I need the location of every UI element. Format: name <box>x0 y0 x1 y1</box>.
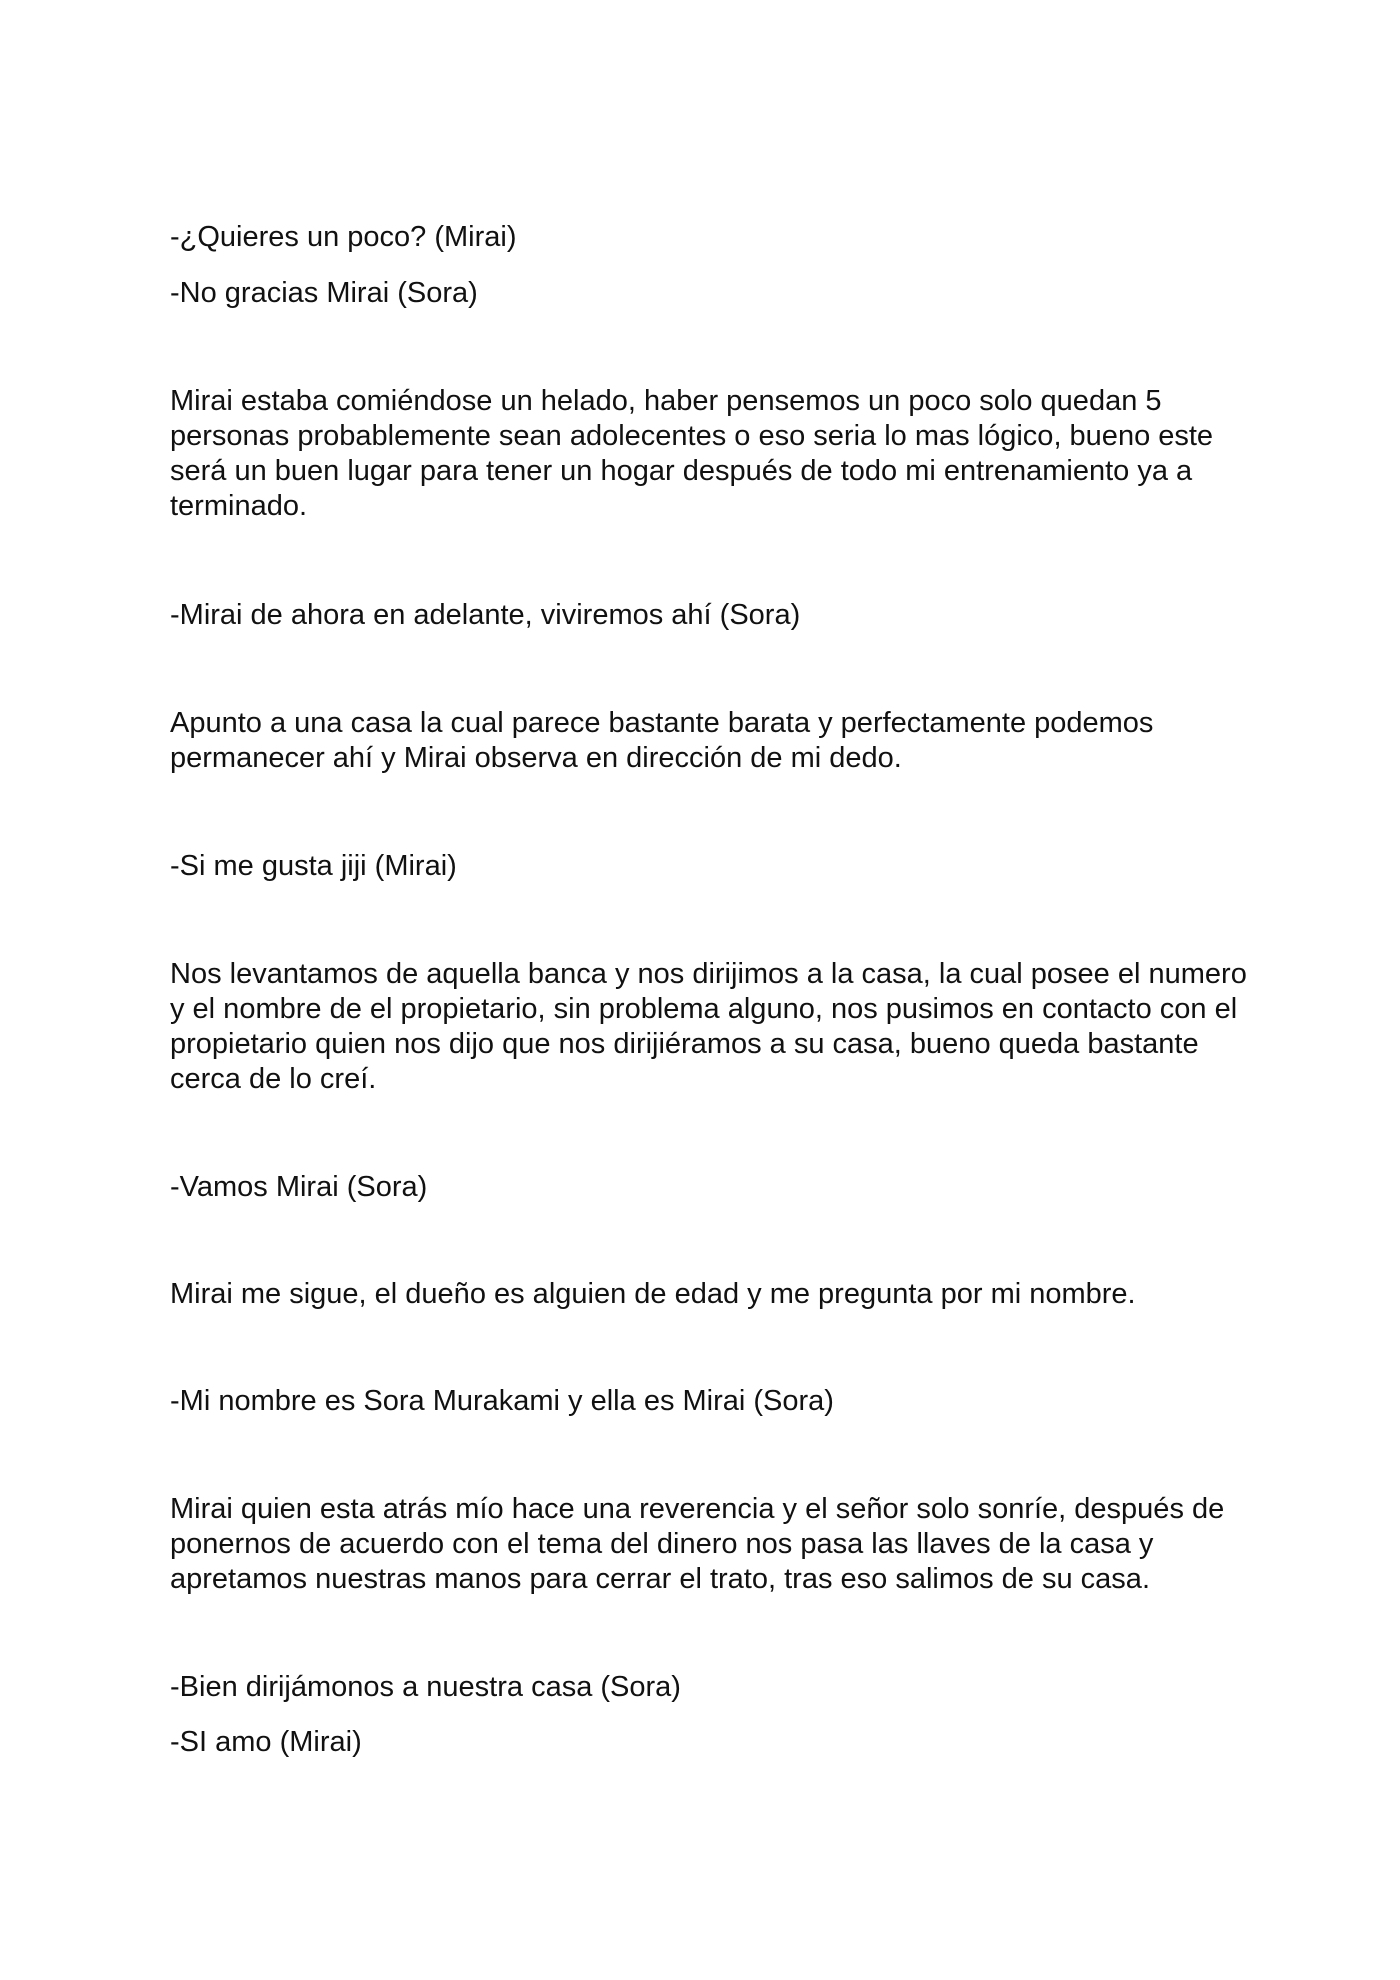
narration-paragraph: Mirai me sigue, el dueño es alguien de edad y me pregunta por mi nombre. <box>170 1278 1136 1310</box>
narration-paragraph: Mirai estaba comiéndose un helado, haber pensemos un poco solo quedan 5 personas probablemente sean adolecentes o eso seria lo mas lógico, bueno este será un buen lugar para tener un hogar después de todo mi entrenamiento ya a terminado. <box>170 385 1214 522</box>
dialogue-line: -Si me gusta jiji (Mirai) <box>170 850 457 882</box>
dialogue-line: -Mirai de ahora en adelante, viviremos ahí (Sora) <box>170 599 801 631</box>
dialogue-line: -Mi nombre es Sora Murakami y ella es Mirai (Sora) <box>170 1385 834 1417</box>
narration-paragraph: Apunto a una casa la cual parece bastante barata y perfectamente podemos permanecer ahí y Mirai observa en dirección de mi dedo. <box>170 707 1154 774</box>
dialogue-line: -¿Quieres un poco? (Mirai) <box>170 221 517 253</box>
dialogue-line: -SI amo (Mirai) <box>170 1726 362 1758</box>
narration-paragraph: Mirai quien esta atrás mío hace una reverencia y el señor solo sonríe, después de ponernos de acuerdo con el tema del dinero nos pasa las llaves de la casa y apretamos nuestras manos para cerrar el trato, tras eso salimos de su casa. <box>170 1493 1225 1595</box>
dialogue-line: -No gracias Mirai (Sora) <box>170 277 478 309</box>
dialogue-line: -Vamos Mirai (Sora) <box>170 1171 428 1203</box>
dialogue-line: -Bien dirijámonos a nuestra casa (Sora) <box>170 1671 681 1703</box>
narration-paragraph: Nos levantamos de aquella banca y nos dirijimos a la casa, la cual posee el numero y el nombre de el propietario, sin problema alguno, nos pusimos en contacto con el propietario quien nos dijo que nos dirijiéramos a su casa, bueno queda bastante cerca de lo creí. <box>170 958 1247 1095</box>
